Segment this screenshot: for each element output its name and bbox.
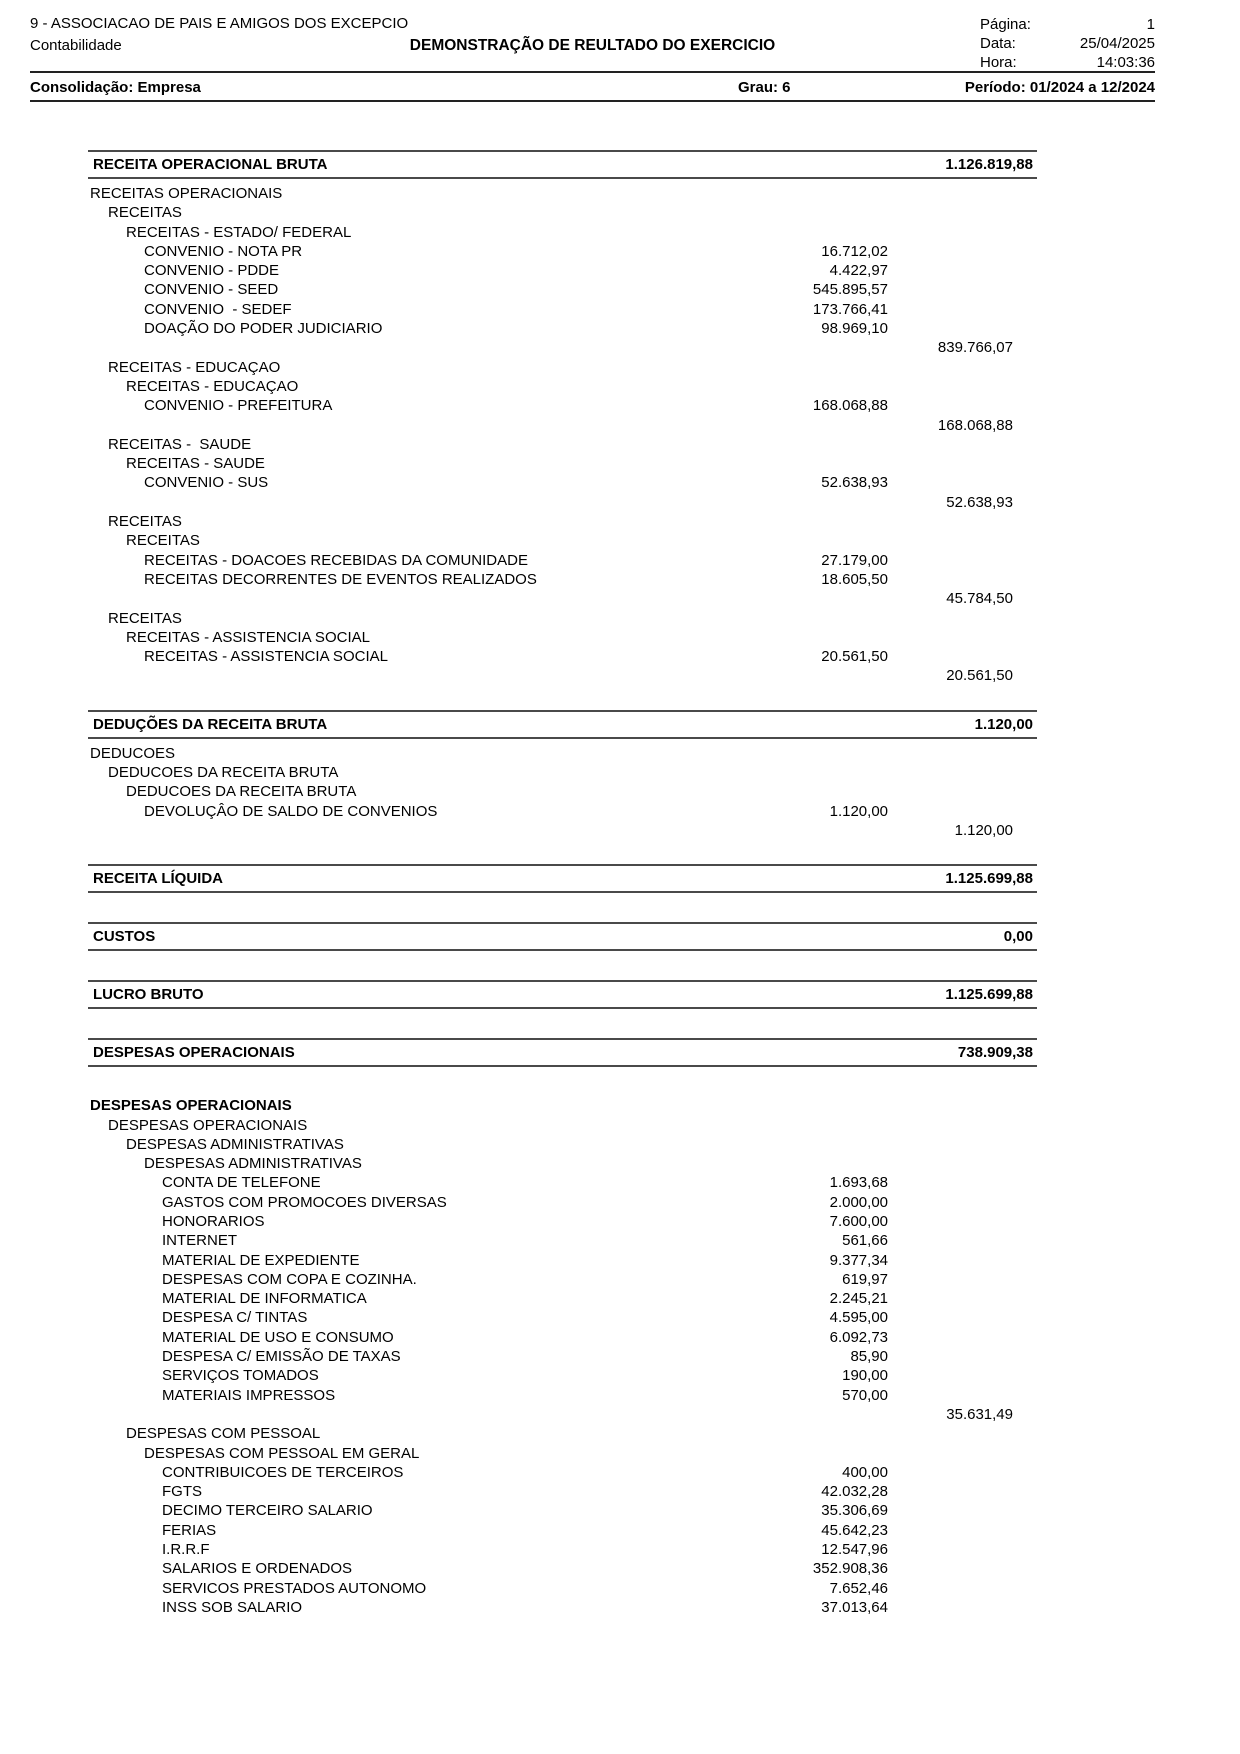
account-label: RECEITAS bbox=[108, 513, 182, 531]
report-title: DEMONSTRAÇÃO DE REULTADO DO EXERCICIO bbox=[409, 37, 776, 54]
account-row bbox=[88, 454, 1037, 473]
period-label: Período: 01/2024 a 12/2024 bbox=[964, 79, 1155, 96]
consolidation-divider bbox=[30, 100, 1155, 102]
account-value: 37.013,64 bbox=[821, 1598, 888, 1616]
account-row bbox=[88, 1135, 1037, 1154]
account-label: INTERNET bbox=[162, 1232, 237, 1250]
section-title: CUSTOS bbox=[93, 928, 156, 946]
account-label: CONVENIO - PDDE bbox=[144, 262, 280, 280]
account-label: SALARIOS E ORDENADOS bbox=[162, 1560, 353, 1578]
account-row bbox=[88, 396, 1037, 415]
account-row bbox=[88, 319, 1037, 338]
account-label: SERVIÇOS TOMADOS bbox=[162, 1367, 319, 1385]
account-value: 4.595,00 bbox=[829, 1309, 888, 1327]
account-row bbox=[88, 1328, 1037, 1347]
account-label: DEDUCOES DA RECEITA BRUTA bbox=[108, 764, 339, 782]
account-row bbox=[88, 1501, 1037, 1520]
account-value: 2.245,21 bbox=[829, 1290, 888, 1308]
group-subtotal-value: 45.784,50 bbox=[946, 590, 1013, 608]
section-total: 1.126.819,88 bbox=[945, 156, 1033, 173]
group-subtotal-value: 1.120,00 bbox=[954, 821, 1013, 839]
account-value: 52.638,93 bbox=[821, 474, 888, 492]
account-row bbox=[88, 203, 1037, 222]
section-header-row bbox=[88, 980, 1037, 1009]
account-value: 190,00 bbox=[842, 1367, 888, 1385]
consolidation-row bbox=[30, 78, 1155, 98]
account-row bbox=[88, 261, 1037, 280]
group-subtotal-value: 839.766,07 bbox=[937, 339, 1013, 357]
group-subtotal-value: 20.561,50 bbox=[946, 667, 1013, 685]
account-row bbox=[88, 647, 1037, 666]
company-name: 9 - ASSOCIACAO DE PAIS E AMIGOS DOS EXCEPCIO bbox=[30, 15, 409, 32]
account-value: 168.068,88 bbox=[812, 397, 888, 415]
account-label: DEVOLUÇÂO DE SALDO DE CONVENIOS bbox=[144, 802, 438, 820]
section-title: DESPESAS OPERACIONAIS bbox=[93, 1044, 295, 1062]
account-label: DESPESAS ADMINISTRATIVAS bbox=[126, 1135, 344, 1153]
group-subtotal-row bbox=[88, 338, 1037, 357]
section-spacer bbox=[88, 1072, 1037, 1096]
account-row bbox=[88, 1096, 1037, 1115]
account-value: 2.000,00 bbox=[829, 1193, 888, 1211]
account-label: CONVENIO - SUS bbox=[144, 474, 269, 492]
account-value: 545.895,57 bbox=[812, 281, 888, 299]
section-total: 1.125.699,88 bbox=[945, 986, 1033, 1004]
account-row bbox=[88, 280, 1037, 299]
account-label: RECEITAS - ESTADO/ FEDERAL bbox=[126, 223, 352, 241]
account-row bbox=[88, 570, 1037, 589]
account-label: RECEITAS bbox=[126, 532, 200, 550]
account-label: MATERIAL DE INFORMATICA bbox=[162, 1290, 367, 1308]
account-value: 619,97 bbox=[842, 1270, 888, 1288]
group-subtotal-row bbox=[88, 821, 1037, 840]
account-label: MATERIAL DE USO E CONSUMO bbox=[162, 1328, 394, 1346]
group-subtotal-row bbox=[88, 416, 1037, 435]
account-row bbox=[88, 242, 1037, 261]
account-value: 42.032,28 bbox=[821, 1483, 888, 1501]
account-label: DESPESA C/ TINTAS bbox=[162, 1309, 308, 1327]
account-label: RECEITAS - ASSISTENCIA SOCIAL bbox=[144, 648, 388, 666]
account-row bbox=[88, 1212, 1037, 1231]
account-row bbox=[88, 473, 1037, 492]
account-row bbox=[88, 1540, 1037, 1559]
account-row bbox=[88, 1308, 1037, 1327]
account-value: 352.908,36 bbox=[812, 1560, 888, 1578]
account-label: RECEITAS - EDUCAÇAO bbox=[108, 358, 281, 376]
account-value: 570,00 bbox=[842, 1386, 888, 1404]
account-value: 1.693,68 bbox=[829, 1174, 888, 1192]
module-name: Contabilidade bbox=[30, 37, 122, 54]
group-subtotal-row bbox=[88, 666, 1037, 685]
group-subtotal-value: 35.631,49 bbox=[946, 1405, 1013, 1423]
group-subtotal-value: 52.638,93 bbox=[946, 493, 1013, 511]
group-subtotal-value: 168.068,88 bbox=[937, 416, 1013, 434]
group-subtotal-row bbox=[88, 493, 1037, 512]
account-row bbox=[88, 1231, 1037, 1250]
account-label: MATERIAL DE EXPEDIENTE bbox=[162, 1251, 360, 1269]
account-value: 9.377,34 bbox=[829, 1251, 888, 1269]
account-row bbox=[88, 782, 1037, 801]
section-header-row bbox=[88, 150, 1037, 179]
account-row bbox=[88, 609, 1037, 628]
account-row bbox=[88, 802, 1037, 821]
account-label: DESPESAS COM PESSOAL EM GERAL bbox=[144, 1444, 420, 1462]
account-row bbox=[88, 512, 1037, 531]
report-body bbox=[88, 150, 1037, 1617]
account-label: RECEITAS - SAUDE bbox=[108, 435, 252, 453]
account-label: RECEITAS - EDUCAÇAO bbox=[126, 377, 299, 395]
account-row bbox=[88, 1598, 1037, 1617]
account-value: 400,00 bbox=[842, 1463, 888, 1481]
account-label: CONVENIO - SEED bbox=[144, 281, 279, 299]
account-label: DOAÇÃO DO PODER JUDICIARIO bbox=[144, 320, 383, 338]
account-label: DEDUCOES DA RECEITA BRUTA bbox=[126, 783, 357, 801]
section-title: LUCRO BRUTO bbox=[93, 986, 204, 1004]
account-row bbox=[88, 1463, 1037, 1482]
account-label: DEDUCOES bbox=[90, 744, 176, 762]
account-label: CONVENIO - PREFEITURA bbox=[144, 397, 333, 415]
account-row bbox=[88, 1482, 1037, 1501]
account-label: GASTOS COM PROMOCOES DIVERSAS bbox=[162, 1193, 447, 1211]
account-label: I.R.R.F bbox=[162, 1541, 210, 1559]
account-value: 35.306,69 bbox=[821, 1502, 888, 1520]
date-row bbox=[980, 34, 1155, 53]
section-header-row bbox=[88, 922, 1037, 951]
section-spacer bbox=[88, 686, 1037, 710]
account-value: 1.120,00 bbox=[829, 802, 888, 820]
group-subtotal-row bbox=[88, 589, 1037, 608]
section-spacer bbox=[88, 1014, 1037, 1038]
account-row bbox=[88, 1424, 1037, 1443]
account-value: 561,66 bbox=[842, 1232, 888, 1250]
account-label: INSS SOB SALARIO bbox=[162, 1598, 303, 1616]
account-row bbox=[88, 763, 1037, 782]
account-label: CONTA DE TELEFONE bbox=[162, 1174, 321, 1192]
account-row bbox=[88, 184, 1037, 203]
time-row bbox=[980, 53, 1155, 72]
page-number-label: Página: bbox=[980, 16, 1031, 33]
account-row bbox=[88, 1347, 1037, 1366]
account-value: 4.422,97 bbox=[829, 262, 888, 280]
account-row bbox=[88, 1173, 1037, 1192]
account-row bbox=[88, 1251, 1037, 1270]
account-label: CONVENIO - NOTA PR bbox=[144, 242, 303, 260]
section-spacer bbox=[88, 898, 1037, 922]
section-spacer bbox=[88, 840, 1037, 864]
account-row bbox=[88, 1579, 1037, 1598]
account-value: 173.766,41 bbox=[812, 300, 888, 318]
account-label: FERIAS bbox=[162, 1521, 217, 1539]
section-total: 0,00 bbox=[1003, 928, 1033, 946]
account-label: DESPESA C/ EMISSÃO DE TAXAS bbox=[162, 1348, 401, 1366]
account-value: 45.642,23 bbox=[821, 1521, 888, 1539]
consolidation-label: Consolidação: Empresa bbox=[30, 79, 201, 96]
account-value: 12.547,96 bbox=[821, 1541, 888, 1559]
account-row bbox=[88, 1444, 1037, 1463]
account-label: DECIMO TERCEIRO SALARIO bbox=[162, 1502, 373, 1520]
account-row bbox=[88, 531, 1037, 550]
account-label: DESPESAS ADMINISTRATIVAS bbox=[144, 1155, 362, 1173]
account-label: RECEITAS - DOACOES RECEBIDAS DA COMUNIDADE bbox=[144, 551, 528, 569]
account-row bbox=[88, 628, 1037, 647]
account-label: FGTS bbox=[162, 1483, 202, 1501]
account-row bbox=[88, 358, 1037, 377]
account-value: 7.600,00 bbox=[829, 1212, 888, 1230]
group-subtotal-row bbox=[88, 1405, 1037, 1424]
account-value: 85,90 bbox=[850, 1348, 888, 1366]
time-value: 14:03:36 bbox=[1096, 54, 1155, 71]
account-label: RECEITAS - ASSISTENCIA SOCIAL bbox=[126, 628, 370, 646]
account-label: RECEITAS OPERACIONAIS bbox=[90, 185, 283, 202]
page-number-row bbox=[980, 15, 1155, 34]
account-label: DESPESAS COM PESSOAL bbox=[126, 1425, 321, 1443]
account-label: HONORARIOS bbox=[162, 1212, 265, 1230]
section-title: DEDUÇÕES DA RECEITA BRUTA bbox=[93, 715, 328, 733]
section-header-row bbox=[88, 1038, 1037, 1067]
header-meta bbox=[980, 15, 1155, 72]
account-value: 16.712,02 bbox=[821, 242, 888, 260]
account-value: 27.179,00 bbox=[821, 551, 888, 569]
section-header-row bbox=[88, 864, 1037, 893]
grade-label: Grau: 6 bbox=[738, 79, 791, 96]
header-divider bbox=[30, 71, 1155, 73]
account-label: SERVICOS PRESTADOS AUTONOMO bbox=[162, 1579, 427, 1597]
account-value: 18.605,50 bbox=[821, 570, 888, 588]
date-label: Data: bbox=[980, 35, 1016, 52]
section-total: 1.125.699,88 bbox=[945, 870, 1033, 888]
section-title: RECEITA LÍQUIDA bbox=[93, 870, 223, 888]
account-label: CONVENIO - SEDEF bbox=[144, 300, 292, 318]
page-number-value: 1 bbox=[1146, 16, 1155, 33]
account-label: RECEITAS DECORRENTES DE EVENTOS REALIZADOS bbox=[144, 570, 537, 588]
section-total: 1.120,00 bbox=[974, 715, 1033, 733]
account-label: MATERIAIS IMPRESSOS bbox=[162, 1386, 336, 1404]
section-header-row bbox=[88, 710, 1037, 739]
account-row bbox=[88, 377, 1037, 396]
account-row bbox=[88, 1521, 1037, 1540]
account-row bbox=[88, 1366, 1037, 1385]
account-value: 98.969,10 bbox=[821, 320, 888, 338]
account-label: DESPESAS OPERACIONAIS bbox=[108, 1116, 308, 1134]
account-row bbox=[88, 551, 1037, 570]
account-row bbox=[88, 1289, 1037, 1308]
account-row bbox=[88, 1559, 1037, 1578]
section-total: 738.909,38 bbox=[957, 1044, 1033, 1062]
account-label: CONTRIBUICOES DE TERCEIROS bbox=[162, 1463, 404, 1481]
account-row bbox=[88, 435, 1037, 454]
account-row bbox=[88, 1154, 1037, 1173]
account-row bbox=[88, 223, 1037, 242]
time-label: Hora: bbox=[980, 54, 1017, 71]
account-row bbox=[88, 1193, 1037, 1212]
account-value: 6.092,73 bbox=[829, 1328, 888, 1346]
account-label: RECEITAS bbox=[108, 204, 182, 222]
section-title: RECEITA OPERACIONAL BRUTA bbox=[93, 156, 328, 173]
date-value: 25/04/2025 bbox=[1079, 35, 1155, 52]
account-row bbox=[88, 1386, 1037, 1405]
account-row bbox=[88, 744, 1037, 763]
account-value: 20.561,50 bbox=[821, 648, 888, 666]
account-label: DESPESAS COM COPA E COZINHA. bbox=[162, 1270, 417, 1288]
account-value: 7.652,46 bbox=[829, 1579, 888, 1597]
account-label: RECEITAS - SAUDE bbox=[126, 455, 265, 473]
account-row bbox=[88, 1270, 1037, 1289]
account-label: DESPESAS OPERACIONAIS bbox=[90, 1097, 292, 1115]
section-spacer bbox=[88, 956, 1037, 980]
account-label: RECEITAS bbox=[108, 609, 182, 627]
account-row bbox=[88, 1116, 1037, 1135]
account-row bbox=[88, 300, 1037, 319]
